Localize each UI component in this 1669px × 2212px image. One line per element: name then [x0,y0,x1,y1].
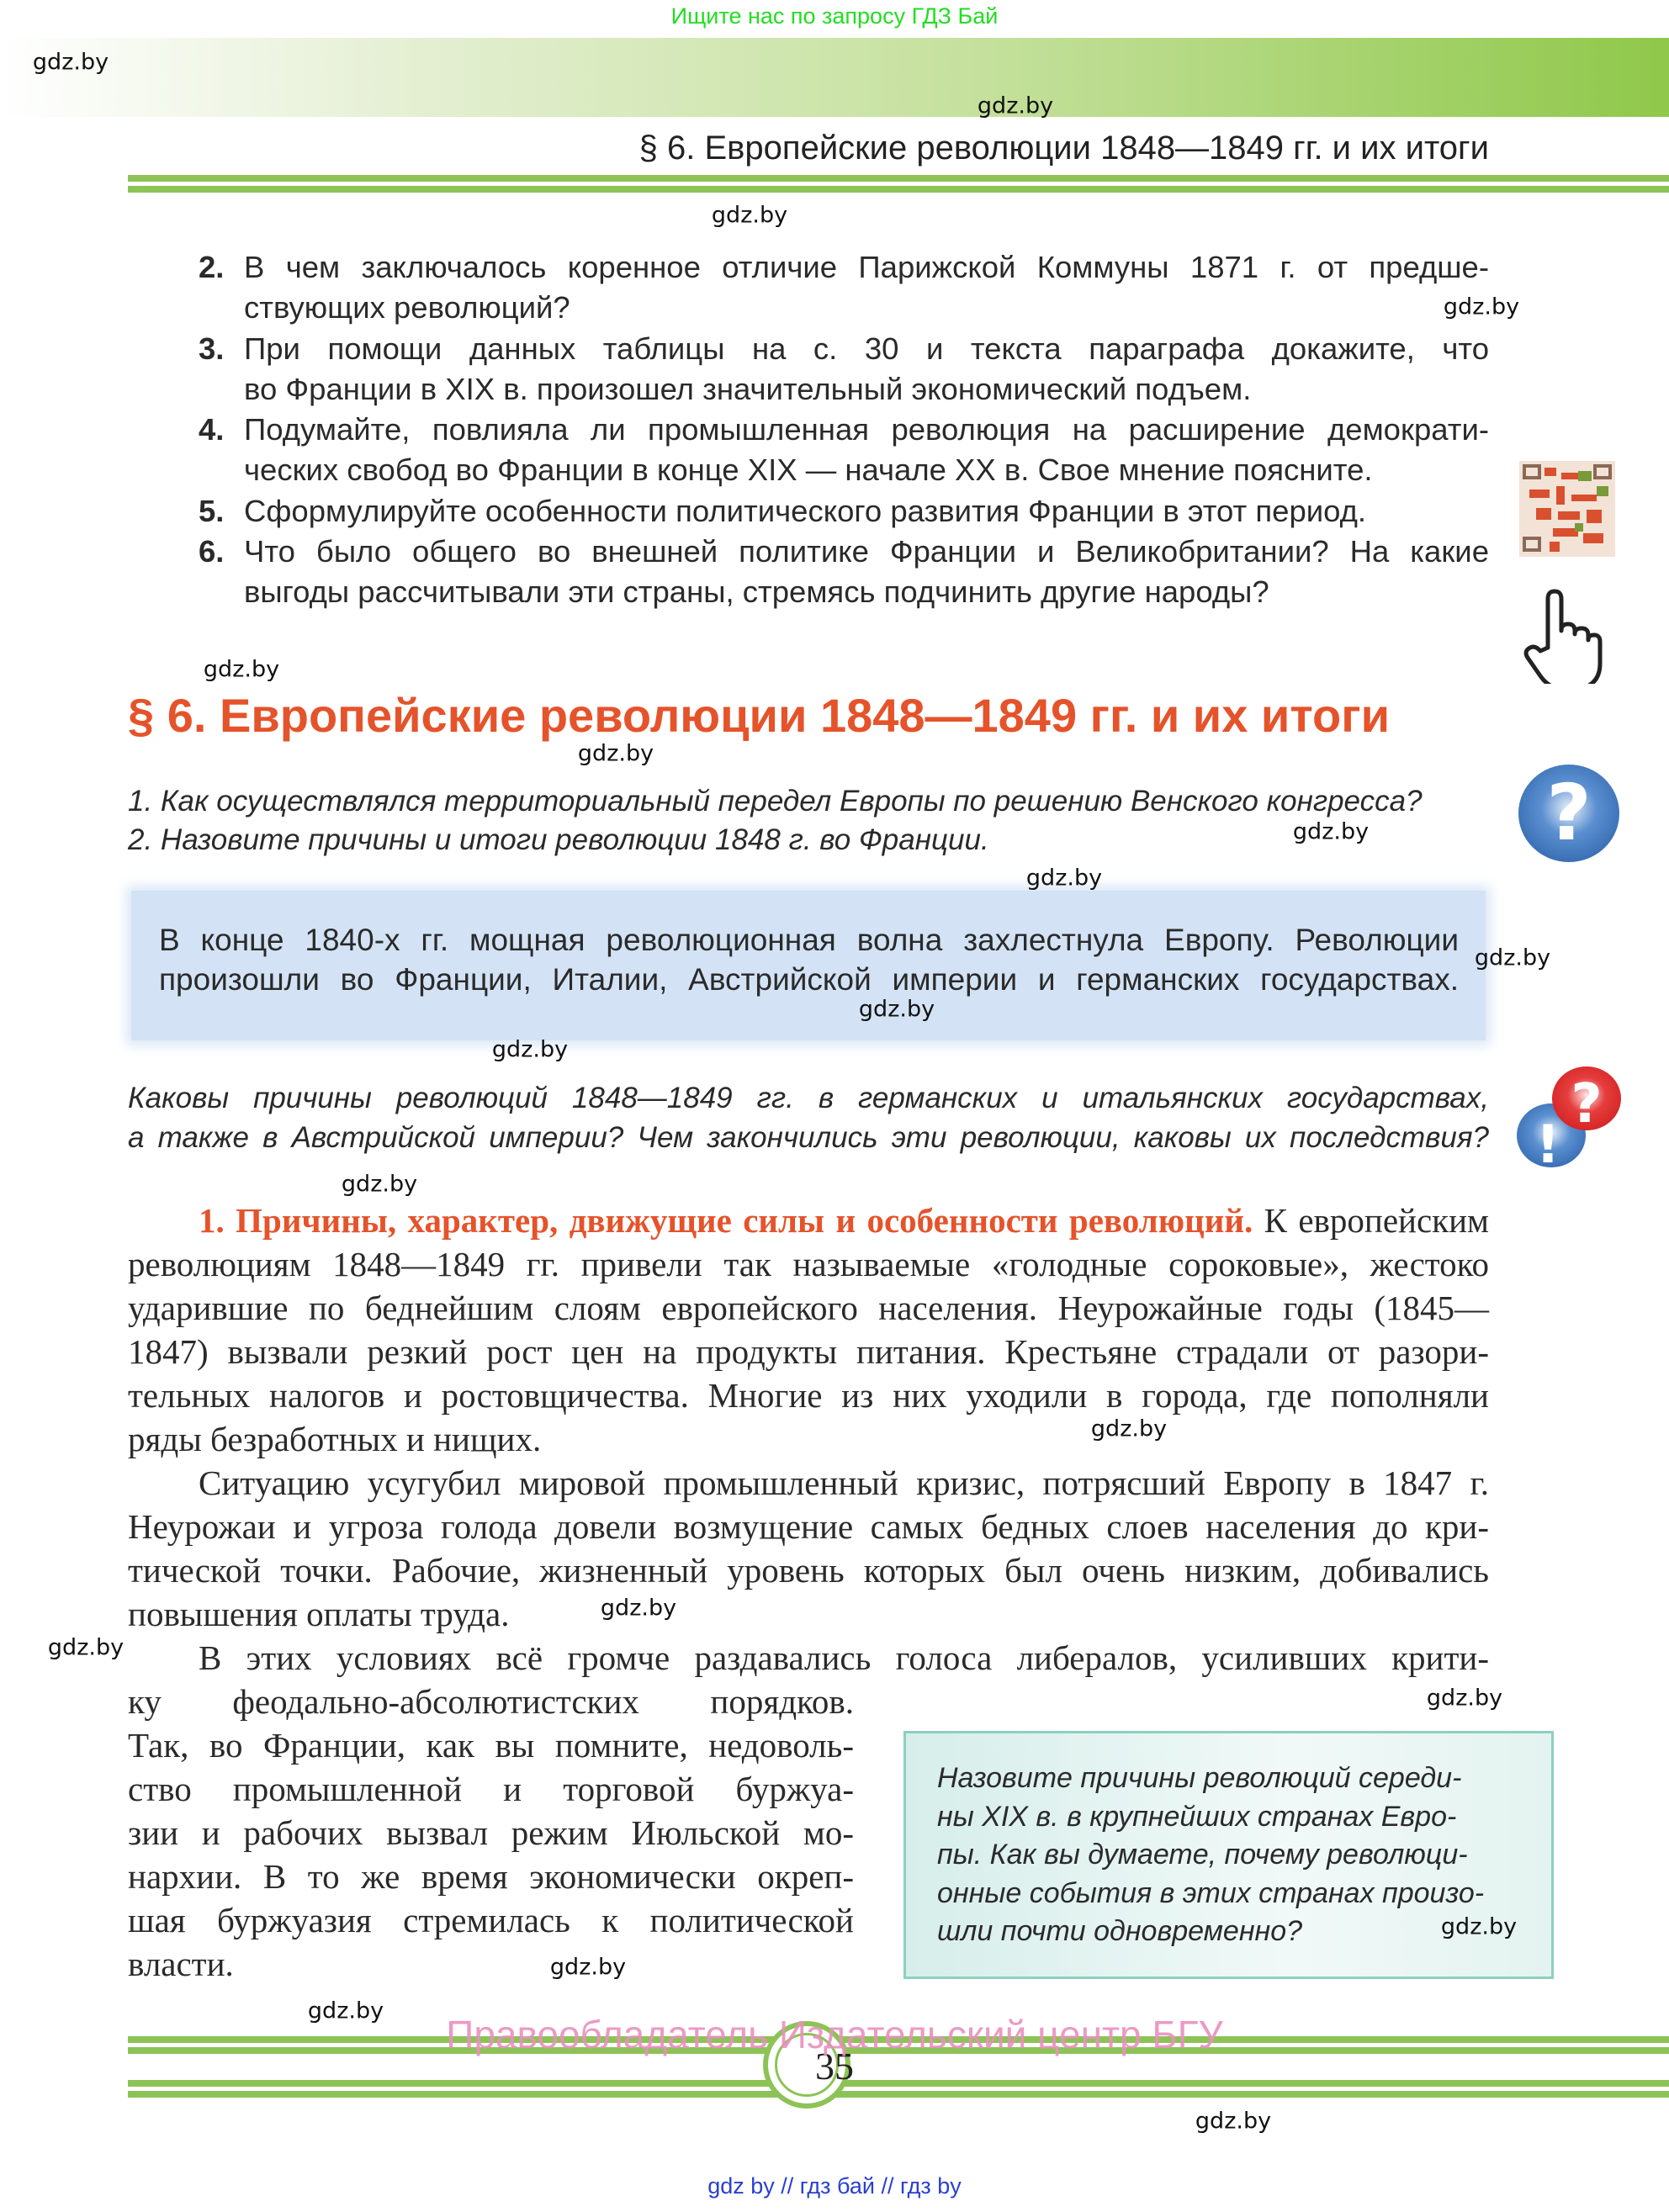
intro-line: В конце 1840-х гг. мощная революционная волна захлестнула Европу. Революции [159,923,1459,957]
watermark: gdz.by [32,49,109,76]
watermark: gdz.by [1474,945,1551,971]
header-band [0,38,1669,117]
body-line: нархии. В то же время экономически окреп- [128,1857,854,1896]
header-divider [128,186,1669,193]
body-line: тельных налогов и ростовщичества. Многие из них уходили в города, где пополняли [128,1376,1489,1415]
body-line: революциям 1848—1849 гг. привели так называемые «голодные сороковые», жестоко [128,1245,1489,1283]
running-title: § 6. Европейские революции 1848—1849 гг. и их итоги [638,130,1489,167]
body-line: 1847) вызвали резкий рост цен на продукты питания. Крестьяне страдали от разори- [128,1332,1489,1371]
question-number: 5. [199,493,225,528]
question-number: 4. [199,412,225,447]
question-number: 6. [199,534,225,569]
subheading: 1. Причины, характер, движущие силы и особенности революций. [199,1201,1253,1240]
task-question [128,1078,1489,1157]
watermark: gdz.by [1440,1913,1518,1940]
watermark: gdz.by [600,1595,677,1622]
watermark: gdz.by [1292,818,1370,845]
watermark: gdz.by [549,1954,627,1981]
body-line: ство промышленной и торговой буржуа- [128,1770,854,1808]
body-line: шая буржуазия стремилась к политической [128,1901,854,1939]
question-item [199,491,1489,532]
intro-line: произошли во Франции, Италии, Австрийской империи и германских государствах. [159,962,1459,997]
question-item [199,247,1489,329]
body-line [128,1199,1489,1242]
bottom-links[interactable]: gdz by // гдз бай // гдз by [707,2173,962,2199]
question-text: При помощи данных таблицы на с. 30 и текста параграфа докажите, что [244,331,1489,366]
footer-divider [128,2091,1669,2098]
pointing-hand-icon [1523,589,1607,684]
body-line: зии и рабочих вызвал режим Июльской мо- [128,1813,854,1852]
side-question-line: Назовите причины революций середи- [937,1762,1462,1794]
section-title: § 6. Европейские революции 1848—1849 гг. и их итоги [128,689,1390,742]
watermark: gdz.by [1025,865,1103,892]
task-question-line: Каковы причины революций 1848—1849 гг. в германских и итальянских государствах, [128,1082,1489,1114]
copyright-watermark: Правообладатель Издательский центр БГУ [446,2013,1223,2056]
question-text: В чем заключалось коренное отличие Парижской Коммуны 1871 г. от предше- [244,250,1489,284]
watermark: gdz.by [977,93,1054,119]
watermark: gdz.by [341,1171,418,1198]
body-line: В этих условиях всё громче раздавались голоса либералов, усиливших крити- [199,1638,1489,1677]
question-text: во Франции в XIX в. произошел значительный экономический подъем. [244,371,1252,406]
body-line: Неурожаи и угроза голода довели возмущение самых бедных слоев населения до кри- [128,1507,1489,1546]
review-question: 1. Как осуществлялся территориальный передел Европы по решению Венского конгресса? [128,785,1423,818]
side-question-line: пы. Как вы думаете, почему революци- [937,1839,1468,1871]
body-text-span: К европейским [1253,1201,1489,1240]
watermark: gdz.by [203,656,280,683]
body-line: Ситуацию усугубил мировой промышленный кризис, потрясший Европу в 1847 г. [199,1463,1489,1502]
side-question-line: шли почти одновременно? [937,1915,1303,1947]
watermark: gdz.by [1426,1685,1503,1712]
svg-text:?: ? [1571,1073,1603,1135]
question-mark-icon [1518,762,1620,865]
body-line: власти. [128,1945,234,1983]
task-question-line: а также в Австрийской империи? Чем закончились эти революции, каковы их последствия? [128,1121,1489,1154]
intro-text [159,920,1459,999]
question-item [199,410,1489,491]
side-question-text [937,1760,1484,1951]
question-text: ческих свобод во Франции в конце XIX — начале XX в. Свое мнение поясните. [244,452,1373,488]
question-item [199,532,1489,613]
question-text: выгоды рассчитывали эти страны, стремясь подчинить другие народы? [244,574,1269,610]
watermark: gdz.by [491,1036,569,1063]
watermark: gdz.by [307,1998,384,2024]
header-divider [128,175,1669,182]
qr-code-icon[interactable] [1519,461,1615,557]
watermark: gdz.by [1443,294,1520,320]
watermark: gdz.by [1195,2108,1272,2135]
body-line: тической точки. Рабочие, жизненный уровень которых был очень низким, добивались [128,1551,1489,1590]
question-text: Что было общего во внешней политике Франции и Великобритании? На какие [244,534,1489,569]
question-text: ствующих революций? [244,290,570,325]
top-notice[interactable]: Ищите нас по запросу ГДЗ Бай [670,3,999,29]
watermark: gdz.by [47,1634,125,1661]
watermark: gdz.by [858,996,935,1023]
body-line: ударившие по беднейшим слоям европейского населения. Неурожайные годы (1845— [128,1289,1489,1327]
question-text: Сформулируйте особенности политического развития Франции в этот период. [244,493,1367,528]
body-line: ку феодально-абсолютистских порядков. [128,1682,854,1721]
review-question: 2. Назовите причины и итоги революции 1848 г. во Франции. [128,823,989,856]
svg-text:!: ! [1535,1114,1560,1171]
exclamation-question-icon [1514,1061,1624,1171]
body-line: повышения оплаты труда. [128,1595,510,1633]
body-line: Так, во Франции, как вы помните, недоволь- [128,1726,854,1765]
body-line: ряды безработных и нищих. [128,1420,542,1458]
watermark: gdz.by [577,740,654,767]
watermark: gdz.by [711,202,788,229]
svg-text:?: ? [1546,768,1592,858]
side-question-line: ны XIX в. в крупнейших странах Евро- [937,1800,1457,1833]
question-item [199,329,1489,410]
side-question-line: онные события в этих странах произо- [937,1876,1485,1909]
question-number: 2. [199,250,225,284]
page-number: 35 [815,2045,854,2088]
review-questions [128,782,1489,860]
question-text: Подумайте, повлияла ли промышленная революция на расширение демократи- [244,412,1489,447]
watermark: gdz.by [1090,1416,1168,1442]
question-number: 3. [199,331,225,366]
